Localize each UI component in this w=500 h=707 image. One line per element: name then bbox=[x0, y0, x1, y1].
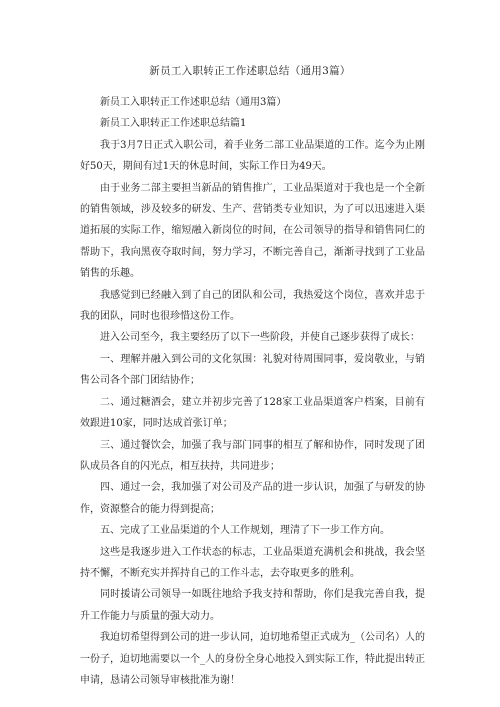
paragraph: 进入公司至今，我主要经历了以下一些阶段，并使自己逐步获得了成长： bbox=[100, 332, 420, 344]
list-item: 五、完成了工业品渠道的个人工作规划，理清了下一步工作方向。 bbox=[100, 525, 390, 537]
list-item: 一、理解并融入到公司的文化氛围：礼貌对待周围同事，爱岗敬业，与销售公司各个部门团结协作； bbox=[80, 353, 425, 387]
paragraph-section-heading: 新员工入职转正工作述职总结篇1 bbox=[100, 118, 247, 130]
paragraph: 我于3月7日正式入职公司，着手业务二部工业品渠道的工作。迄今为止刚好50天，期间有过1天的休息时间，实际工作日为49天。 bbox=[80, 139, 425, 173]
list-item: 三、通过餐饮会，加强了我与部门同事的相互了解和协作，同时发现了团队成员各自的闪光点，相互扶持，共同进步； bbox=[80, 439, 425, 472]
page-title: 新员工入职转正工作述职总结（通用3篇） bbox=[149, 65, 351, 77]
list-item: 二、通过糖酒会，建立并初步完善了128家工业品渠道客户档案，目前有效跟进10家，同时达成首张订单； bbox=[80, 396, 425, 430]
paragraph: 我感觉到已经融入到了自己的团队和公司，我热爱这个岗位，喜欢并忠于我的团队，同时也很珍惜这份工作。 bbox=[80, 289, 425, 323]
paragraph: 这些是我逐步进入工作状态的标志，工业品渠道充满机会和挑战，我会坚持不懈，不断充实并挥持自己的工作斗志，去夺取更多的胜利。 bbox=[80, 546, 425, 579]
paragraph: 同时援请公司领导一如既往地给予我支持和帮助，你们是我完善自我，提升工作能力与质量的强大动力。 bbox=[80, 589, 425, 622]
paragraph-subtitle: 新员工入职转正工作述职总结（通用3篇） bbox=[100, 97, 287, 108]
document-body bbox=[80, 92, 425, 691]
paragraph: 由于业务二部主要担当新品的销售推广，工业品渠道对于我也是一个全新的销售领域，涉及较多的研发、生产、营销类专业知识，为了可以迅速进入渠道拓展的实际工作，缩短融入新岗位的时间，在公司领导的指导和销售同仁的帮助下，我向黑夜夺取时间，努力学习，不断完善自己，渐渐寻找到了工业品销售的乐趣。 bbox=[80, 182, 425, 280]
list-item: 四、通过一会，我加强了对公司及产品的进一步认识，加强了与研发的协作，资源整合的能力得到提高； bbox=[80, 482, 425, 515]
paragraph: 我迫切希望得到公司的进一步认同，迫切地希望正式成为_（公司名）人的一份子，迫切地需要以一个_人的身份全身心地投入到实际工作，特此提出转正申请，恳请公司领导审核批准为谢！ bbox=[80, 632, 425, 686]
